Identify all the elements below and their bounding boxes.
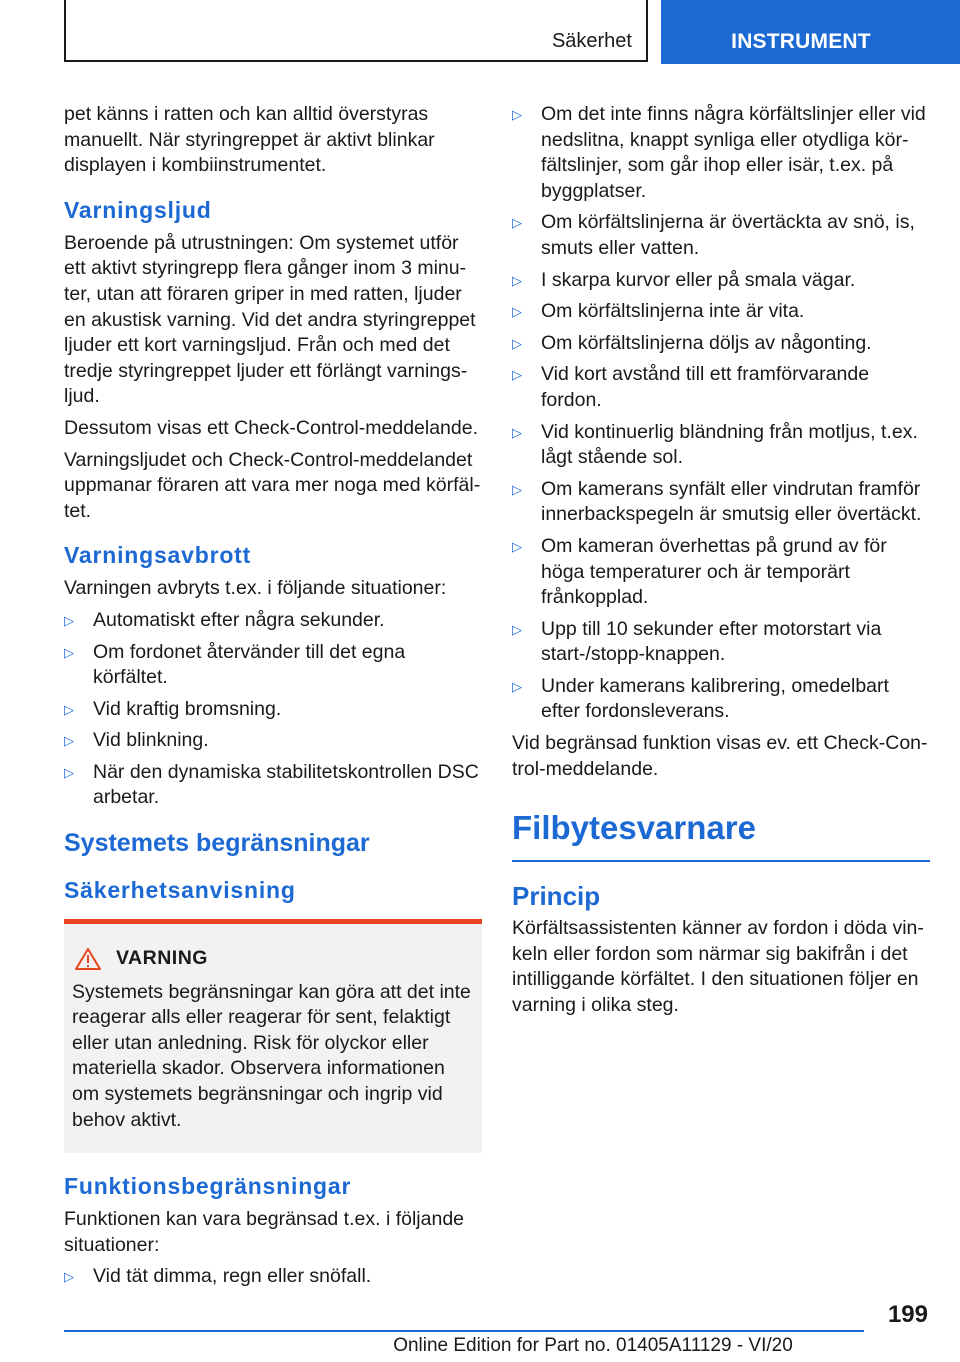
list-item	[64, 760, 482, 811]
list-item-text: I skarpa kurvor eller på smala vägar.	[541, 268, 856, 291]
warning-header	[72, 946, 472, 972]
list-item-text: Om körfältslinjerna döljs av någonting.	[541, 331, 872, 354]
list-item-text: Vid tät dimma, regn eller snöfall.	[93, 1265, 372, 1288]
left-column	[64, 102, 482, 1296]
heading-varningsavbrott: Varningsavbrott	[64, 542, 252, 569]
triangle-bullet-icon: ▷	[512, 335, 522, 351]
triangle-bullet-icon: ▷	[512, 215, 522, 231]
list-item-text: Om kamerans synfält eller vindrutan framför innerbackspegeln är smutsig eller övertäckt.	[541, 477, 922, 526]
list-item-text: Vid kort avstånd till ett framförvarande fordon.	[541, 363, 870, 411]
varningsljud-paragraph-3: Varningsljudet och Check-Control-meddelandet uppmanar föraren att vara mer noga med körfältet.	[64, 448, 481, 522]
triangle-bullet-icon: ▷	[64, 733, 74, 749]
list-item-text: Under kamerans kalibrering, omedelbart efter fordonsleverans.	[541, 674, 889, 723]
list-item	[512, 102, 930, 204]
triangle-bullet-icon: ▷	[64, 612, 74, 628]
list-item-text: Automatiskt efter några sekunder.	[93, 608, 385, 631]
triangle-bullet-icon: ▷	[64, 1269, 74, 1285]
list-item	[64, 640, 482, 691]
triangle-bullet-icon: ▷	[512, 107, 522, 122]
triangle-bullet-icon: ▷	[512, 367, 522, 383]
list-item-text: Upp till 10 sekunder efter motorstart via start-/stopp-knappen.	[541, 617, 882, 666]
list-item	[512, 477, 930, 528]
warning-triangle-icon	[74, 947, 102, 971]
list-item	[512, 674, 930, 725]
header-chapter-tab	[661, 0, 960, 64]
list-item	[512, 299, 930, 325]
intro-paragraph: pet känns i ratten och kan alltid överstyras manuellt. När styringreppet är aktivt blinkar displayen i kombiinstrumentet.	[64, 103, 435, 177]
triangle-bullet-icon: ▷	[512, 481, 522, 497]
heading-varningsljud: Varningsljud	[64, 196, 212, 223]
varningsavbrott-intro: Varningen avbryts t.ex. i följande situationer:	[64, 577, 447, 600]
list-item-text: Om körfältslinjerna inte är vita.	[541, 300, 805, 323]
heading-system-limits: Systemets begränsningar	[64, 829, 370, 858]
triangle-bullet-icon: ▷	[64, 644, 74, 660]
list-item-text: Om kameran överhettas på grund av för höga temperaturer och är temporärt frånkopplad.	[541, 534, 887, 609]
list-item	[512, 362, 930, 413]
list-item	[512, 331, 930, 357]
list-item	[64, 1264, 482, 1290]
triangle-bullet-icon: ▷	[512, 304, 522, 320]
triangle-bullet-icon: ▷	[512, 272, 522, 288]
heading-princip: Princip	[512, 881, 601, 912]
list-item	[512, 210, 930, 261]
warning-label: VARNING	[116, 947, 208, 970]
list-item-text: Vid kontinuerlig bländning från motljus, t.ex. lågt stående sol.	[541, 420, 918, 469]
triangle-bullet-icon: ▷	[512, 621, 522, 637]
warning-box	[64, 919, 482, 1153]
right-column	[512, 102, 930, 1025]
footer-divider	[64, 1330, 864, 1332]
varningsljud-paragraph-1: Beroende på utrustningen: Om systemet utför ett aktivt styringrepp flera gånger inom 3 minuter, utan att föraren griper in med ratten, ljuder en akustisk varning. Vid det andra styringreppet ljuder ett kort varningsljud. Från och med det tredje styringreppet ljuder ett förlängt varningsljud.	[64, 231, 476, 408]
triangle-bullet-icon: ▷	[512, 538, 522, 554]
list-item-text: Vid kraftig bromsning.	[93, 697, 282, 720]
triangle-bullet-icon: ▷	[512, 678, 522, 694]
varningsavbrott-list	[64, 608, 482, 811]
list-item	[64, 728, 482, 754]
function-limits-list-continued	[512, 102, 930, 725]
heading-function-limits: Funktionsbegränsningar	[64, 1173, 352, 1200]
list-item	[512, 534, 930, 611]
section-title: Säkerhet	[551, 30, 632, 52]
footer-edition: Online Edition for Part no. 01405A11129 - VI/20	[393, 1335, 793, 1356]
list-item	[64, 608, 482, 634]
principle-paragraph: Körfältsassistenten känner av fordon i döda vinkeln eller fordon som närmar sig bakifrån i det intilliggande körfältet. I den situationen följer en varning i olika steg.	[512, 917, 924, 1017]
list-item-text: Vid blinkning.	[93, 729, 209, 752]
list-item-text: Om fordonet återvänder till det egna körfältet.	[93, 640, 406, 689]
triangle-bullet-icon: ▷	[64, 764, 74, 780]
list-item	[512, 617, 930, 668]
heading-filbytesvarnare: Filbytesvarnare	[512, 808, 930, 862]
heading-safety-note: Säkerhetsanvisning	[64, 877, 296, 904]
list-item	[512, 268, 930, 294]
warning-text: Systemets begränsningar kan göra att det inte reagerar alls eller reagerar för sent, felaktigt eller utan anledning. Risk för olyckor eller materiella skador. Observera informationen om systemets begränsningar och ingrip vid behov aktivt.	[72, 980, 471, 1131]
triangle-bullet-icon: ▷	[64, 701, 74, 717]
page-number: 199	[887, 1301, 928, 1328]
function-limits-intro: Funktionen kan vara begränsad t.ex. i följande situationer:	[64, 1208, 465, 1256]
header-section-tab	[64, 0, 648, 62]
list-item	[64, 697, 482, 723]
varningsljud-paragraph-2: Dessutom visas ett Check-Control-meddelande.	[64, 416, 479, 439]
list-item-text: När den dynamiska stabilitetskontrollen DSC arbetar.	[93, 760, 479, 809]
triangle-bullet-icon: ▷	[512, 424, 522, 440]
function-limits-list	[64, 1264, 482, 1290]
list-item-text: Om det inte finns några körfältslinjer eller vid nedslitna, knappt synliga eller otydliga körfältslinjer, som går ihop eller isär, t.ex. på byggplatser.	[541, 103, 926, 202]
list-item	[512, 420, 930, 471]
list-item-text: Om körfältslinjerna är övertäckta av snö, is, smuts eller vatten.	[541, 211, 915, 259]
check-control-note: Vid begränsad funktion visas ev. ett Check-Control-meddelande.	[512, 732, 928, 780]
chapter-title: INSTRUMENT	[731, 30, 871, 53]
